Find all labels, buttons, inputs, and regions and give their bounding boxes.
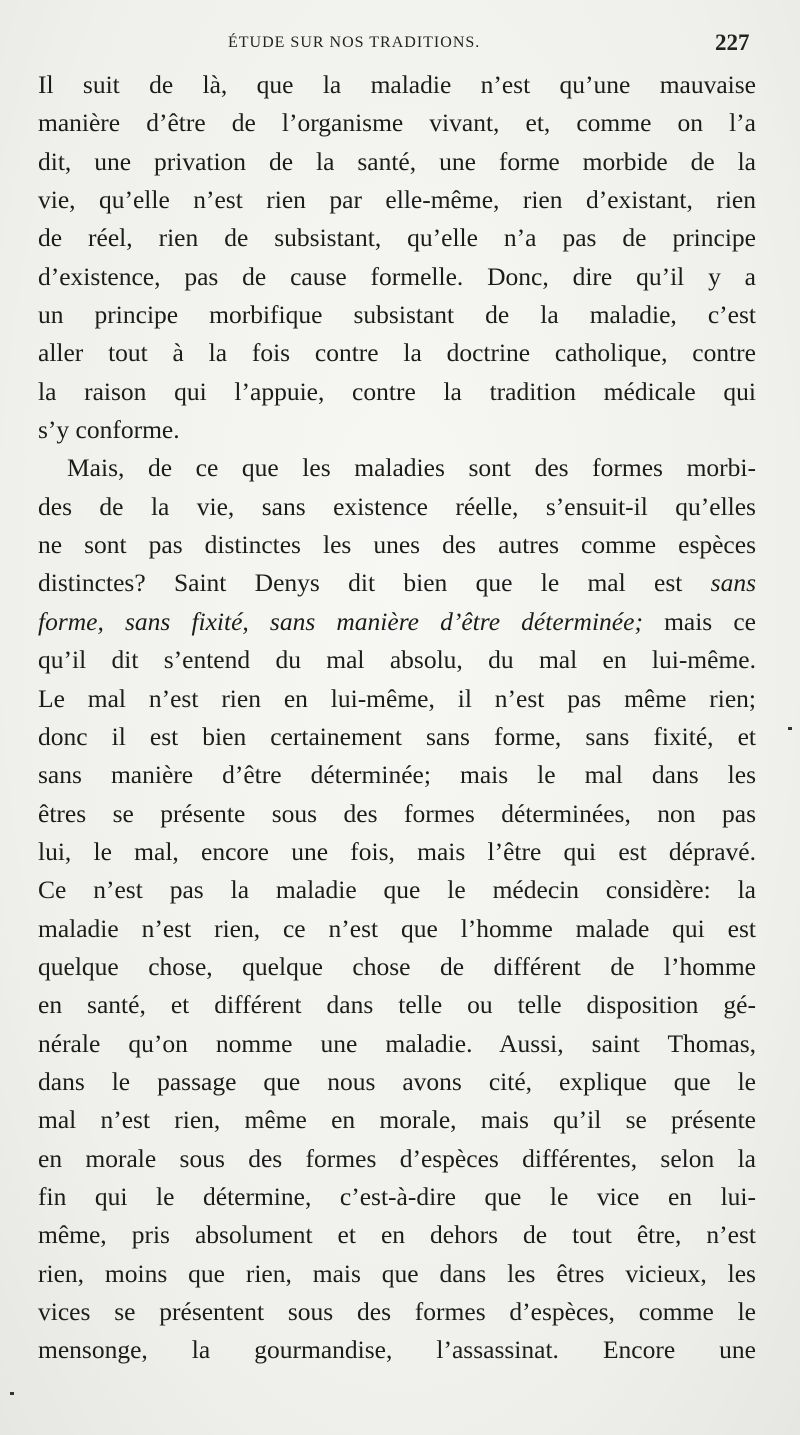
text-line: mal n’est rien, même en morale, mais qu’il se présente: [38, 1105, 756, 1135]
running-head: [0, 30, 800, 62]
margin-speck: [10, 1392, 14, 1395]
text-line: en morale sous des formes d’espèces différentes, selon la: [38, 1143, 756, 1173]
text-line: des de la vie, sans existence réelle, s’ensuit-il qu’elles: [38, 491, 756, 521]
text-line: maladie n’est rien, ce n’est que l’homme malade qui est: [38, 913, 756, 943]
text-line: qu’il dit s’entend du mal absolu, du mal en lui-même.: [38, 645, 756, 675]
text-line-mixed: [38, 564, 756, 602]
text-line: ne sont pas distinctes les unes des autres comme espèces: [38, 530, 756, 560]
text-line: fin qui le détermine, c’est-à-dire que le vice en lui-: [38, 1181, 756, 1211]
margin-speck: [788, 727, 792, 730]
text-roman: distinctes? Saint Denys dit bien que le mal est: [38, 568, 711, 598]
text-line: un principe morbifique subsistant de la maladie, c’est: [38, 300, 756, 330]
text-line: vie, qu’elle n’est rien par elle-même, rien d’existant, rien: [38, 185, 756, 215]
text-line: s’y conforme.: [38, 415, 180, 445]
text-line: en santé, et différent dans telle ou telle disposition gé-: [38, 990, 756, 1020]
body-text: [38, 66, 756, 1370]
text-line: donc il est bien certainement sans forme, sans fixité, et: [38, 721, 756, 751]
text-line: Il suit de là, que la maladie n’est qu’une mauvaise: [38, 70, 756, 99]
text-line: Ce n’est pas la maladie que le médecin considère: la: [38, 875, 756, 905]
text-line: mensonge, la gourmandise, l’assassinat. Encore une: [38, 1335, 756, 1365]
text-line: vices se présentent sous des formes d’espèces, comme le: [38, 1297, 756, 1326]
text-line: rien, moins que rien, mais que dans les êtres vicieux, les: [38, 1258, 756, 1288]
text-line: êtres se présente sous des formes déterminées, non pas: [38, 798, 756, 828]
text-roman: mais ce: [642, 606, 756, 636]
text-line: Le mal n’est rien en lui-même, il n’est pas même rien;: [38, 683, 756, 713]
text-line: quelque chose, quelque chose de différent de l’homme: [38, 951, 756, 981]
text-italic: forme, sans fixité, sans manière d’être déterminée;: [38, 606, 643, 636]
text-line: dit, une privation de la santé, une forme morbide de la: [38, 146, 756, 176]
text-line: Mais, de ce que les maladies sont des formes morbi-: [67, 453, 756, 483]
text-line: sans manière d’être déterminée; mais le mal dans les: [38, 760, 756, 790]
text-line: dans le passage que nous avons cité, explique que le: [38, 1066, 756, 1096]
text-line: de réel, rien de subsistant, qu’elle n’a pas de principe: [38, 223, 756, 253]
page-number: 227: [715, 30, 750, 55]
text-line: lui, le mal, encore une fois, mais l’être qui est dépravé.: [38, 836, 756, 866]
text-italic: sans: [710, 568, 756, 598]
running-title: ÉTUDE SUR NOS TRADITIONS.: [228, 34, 481, 51]
text-line: même, pris absolument et en dehors de tout être, n’est: [38, 1220, 756, 1250]
text-line: la raison qui l’appuie, contre la tradition médicale qui: [38, 376, 756, 406]
text-line-mixed: [38, 603, 756, 641]
text-line: d’existence, pas de cause formelle. Donc, dire qu’il y a: [38, 261, 756, 291]
text-line: aller tout à la fois contre la doctrine catholique, contre: [38, 338, 756, 368]
text-line: nérale qu’on nomme une maladie. Aussi, saint Thomas,: [38, 1028, 756, 1058]
text-line: manière d’être de l’organisme vivant, et, comme on l’a: [38, 108, 756, 138]
